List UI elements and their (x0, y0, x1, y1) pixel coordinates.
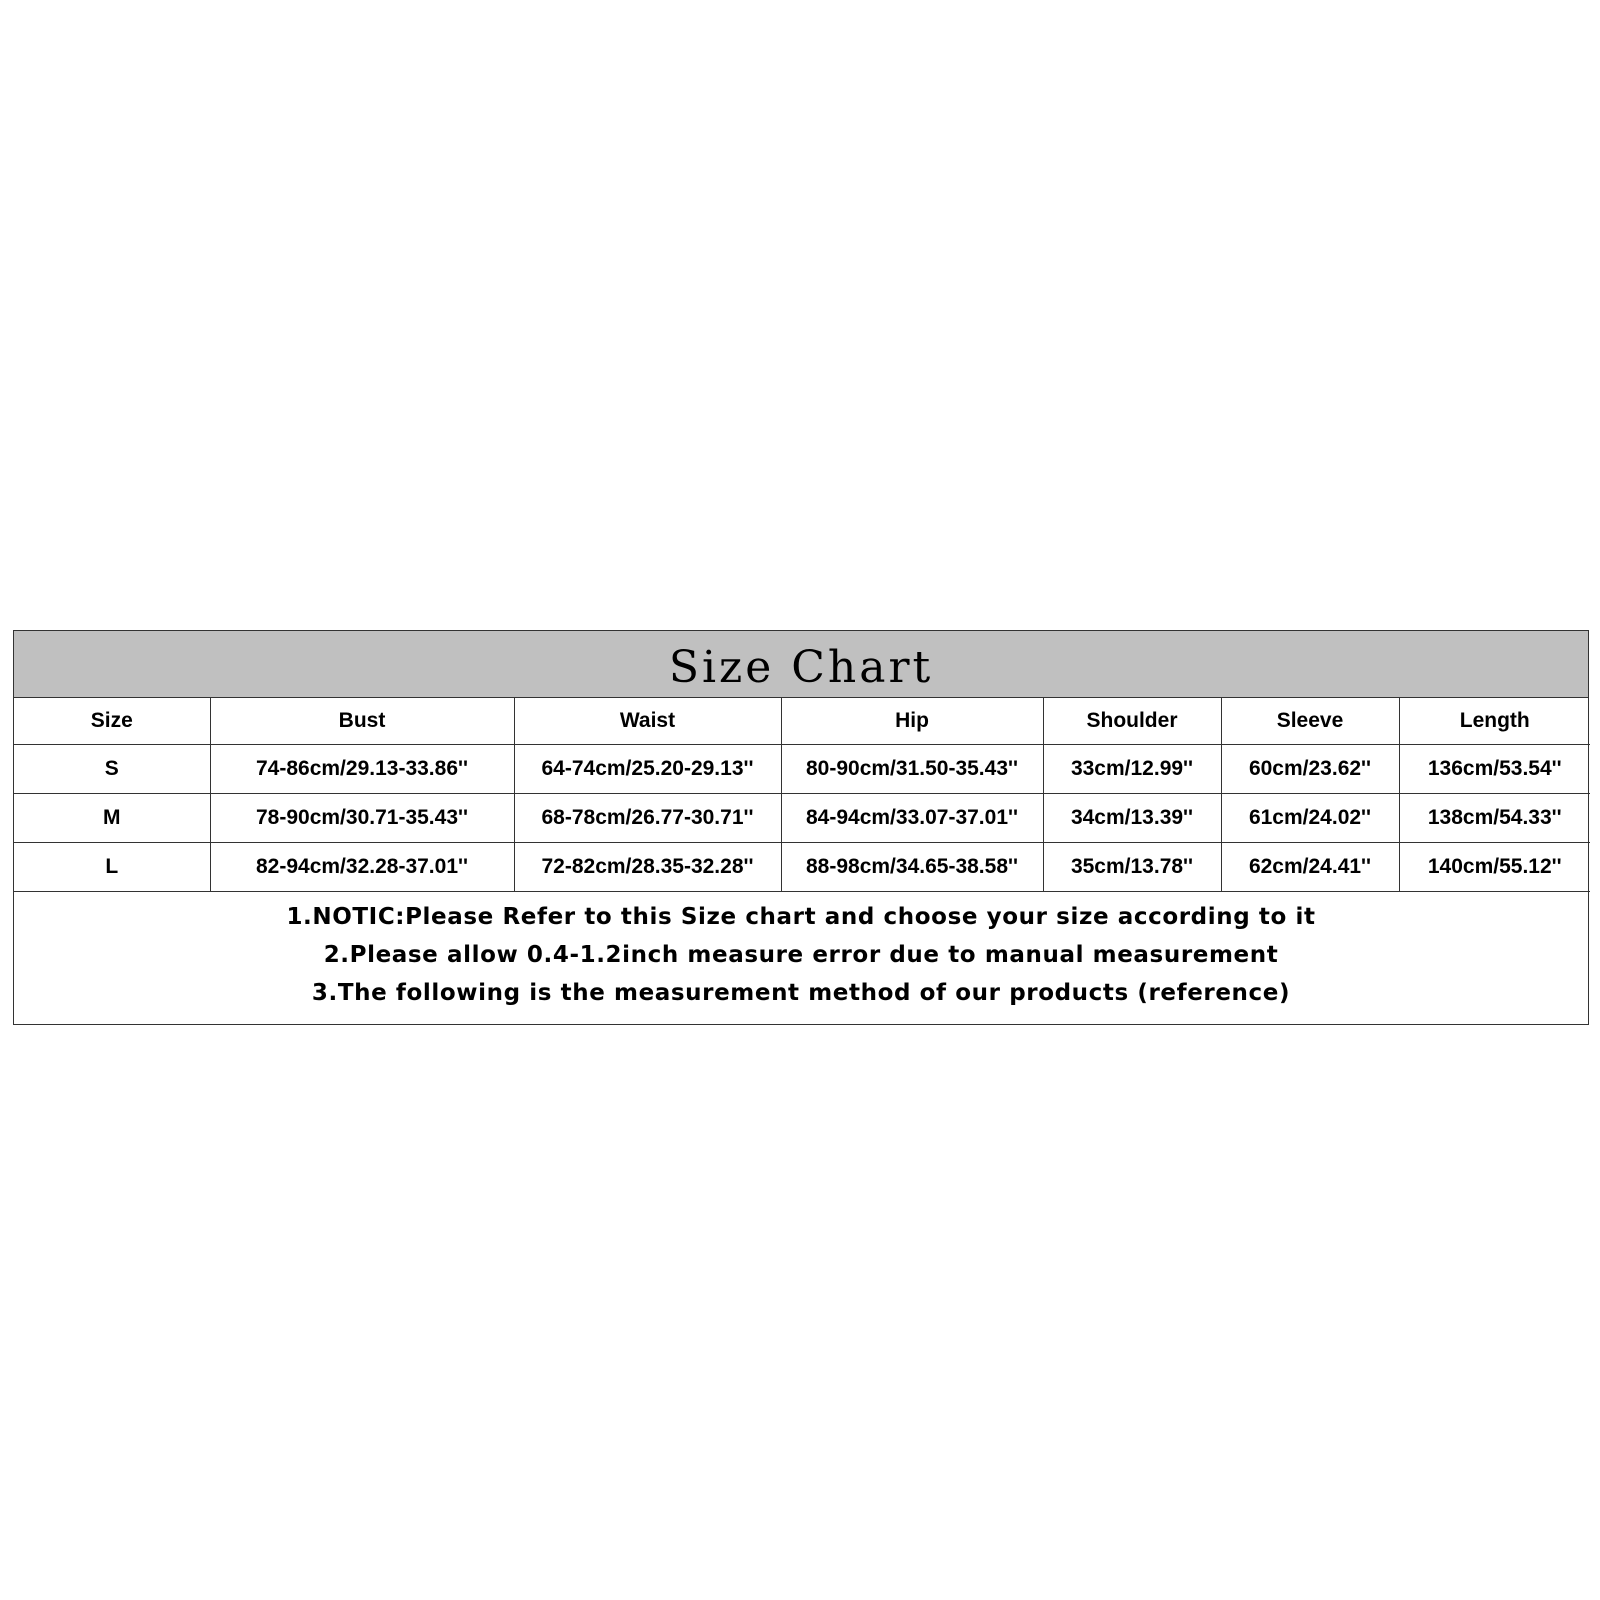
bust-cell: 78-90cm/30.71-35.43'' (210, 794, 514, 843)
sleeve-cell: 61cm/24.02'' (1221, 794, 1399, 843)
length-cell: 136cm/53.54'' (1399, 745, 1590, 794)
sleeve-cell: 60cm/23.62'' (1221, 745, 1399, 794)
size-notes (14, 892, 1588, 1024)
waist-cell: 72-82cm/28.35-32.28'' (514, 843, 781, 892)
hip-cell: 88-98cm/34.65-38.58'' (781, 843, 1043, 892)
shoulder-cell: 34cm/13.39'' (1043, 794, 1221, 843)
hip-cell: 84-94cm/33.07-37.01'' (781, 794, 1043, 843)
column-header-bust: Bust (210, 698, 514, 745)
size-cell: L (14, 843, 210, 892)
size-chart-title-bar (14, 631, 1588, 698)
size-table (14, 698, 1590, 892)
bust-cell: 82-94cm/32.28-37.01'' (210, 843, 514, 892)
waist-cell: 68-78cm/26.77-30.71'' (514, 794, 781, 843)
size-chart-title: Size Chart (668, 641, 934, 693)
column-header-waist: Waist (514, 698, 781, 745)
column-header-hip: Hip (781, 698, 1043, 745)
note-line: 2.Please allow 0.4-1.2inch measure error due to manual measurement (323, 942, 1279, 968)
table-row (14, 745, 1590, 794)
shoulder-cell: 35cm/13.78'' (1043, 843, 1221, 892)
waist-cell: 64-74cm/25.20-29.13'' (514, 745, 781, 794)
size-chart (13, 630, 1589, 1025)
size-cell: M (14, 794, 210, 843)
table-row (14, 843, 1590, 892)
note-line: 3.The following is the measurement method of our products (reference) (311, 980, 1291, 1006)
length-cell: 138cm/54.33'' (1399, 794, 1590, 843)
note-line: 1.NOTIC:Please Refer to this Size chart and choose your size according to it (286, 904, 1316, 930)
bust-cell: 74-86cm/29.13-33.86'' (210, 745, 514, 794)
column-header-sleeve: Sleeve (1221, 698, 1399, 745)
hip-cell: 80-90cm/31.50-35.43'' (781, 745, 1043, 794)
shoulder-cell: 33cm/12.99'' (1043, 745, 1221, 794)
column-header-length: Length (1399, 698, 1590, 745)
table-header-row (14, 698, 1590, 745)
column-header-shoulder: Shoulder (1043, 698, 1221, 745)
table-row (14, 794, 1590, 843)
sleeve-cell: 62cm/24.41'' (1221, 843, 1399, 892)
column-header-size: Size (14, 698, 210, 745)
length-cell: 140cm/55.12'' (1399, 843, 1590, 892)
size-cell: S (14, 745, 210, 794)
